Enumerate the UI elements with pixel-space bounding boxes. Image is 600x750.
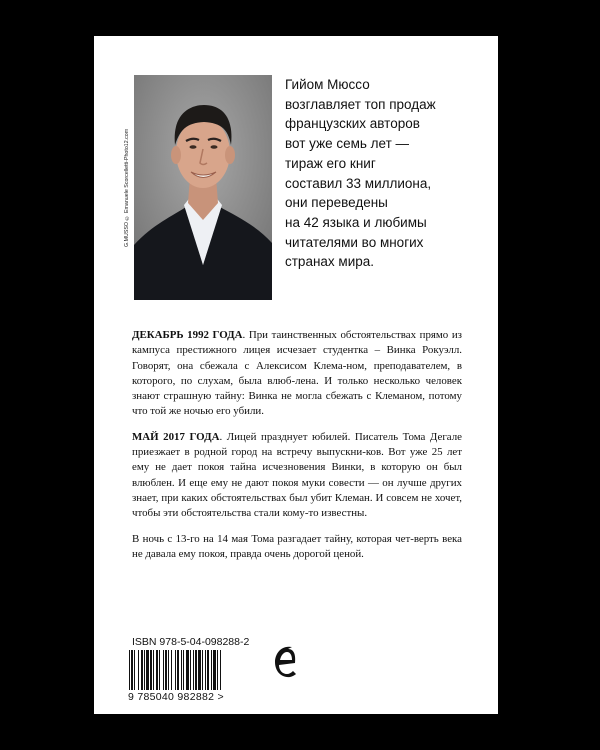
bio-line: составил 33 миллиона, xyxy=(285,175,432,191)
isbn: ISBN 978-5-04-098288-2 xyxy=(132,636,250,648)
bio-line: Гийом Мюссо xyxy=(285,77,370,92)
bio-line: они переведены xyxy=(285,195,388,211)
author-bio xyxy=(285,75,485,272)
description-paragraph-2 xyxy=(132,430,462,522)
barcode-digits: 9 785040 982882 > xyxy=(128,691,224,703)
author-photo xyxy=(134,75,272,300)
bio-line: возглавляет топ продаж xyxy=(285,96,436,112)
paragraph-text: . При таинственных обстоятельствах прямо из кампуса престижного лицея исчезает студентка – Винка Рокуэлл. Говорят, она сбежала с Алексисом Клема-ном, преподавателем, в которого, по слухам, была влюб-лена. И только несколько человек знают страшную тайну: Винка не могла сбежать с Клеманом, потому что той же ночью его убили. xyxy=(132,329,462,418)
description-paragraph-3 xyxy=(132,532,462,563)
paragraph-lead: ДЕКАБРЬ 1992 ГОДА xyxy=(132,329,243,341)
publisher-logo-icon xyxy=(272,641,298,683)
description-paragraph-1 xyxy=(132,328,462,420)
bio-line: вот уже семь лет — xyxy=(285,136,410,152)
paragraph-text: В ночь с 13-го на 14 мая Тома разгадает тайну, которая чет-верть века не давала ему покоя, правда очень дорогой ценой. xyxy=(132,532,462,560)
barcode xyxy=(127,650,261,694)
book-description xyxy=(132,328,462,572)
paragraph-text: . Лицей празднует юбилей. Писатель Тома Дегале приезжает в родной город на встречу выпускни-ков. Вот уже 25 лет ему не дает покоя тайна исчезновения Винки, в которую он был влюблен. И еще ему не дают покоя муки совести — он лучше других знает, при каких обстоятельствах был убит Клеман. И совсем не хочет, чтобы эти обстоятельства стали кому-то известны. xyxy=(132,430,462,520)
bio-line: тираж его книг xyxy=(285,155,376,171)
paragraph-lead: МАЙ 2017 ГОДА xyxy=(132,430,220,443)
book-back-cover xyxy=(94,36,498,714)
bio-line: странах мира. xyxy=(285,254,375,270)
photo-credit: G.MUSSO © Emanuele Scorcelletti-Photo12.com xyxy=(124,128,130,248)
bio-line: читателями во многих xyxy=(285,234,424,250)
bio-line: французских авторов xyxy=(285,116,420,132)
bio-line: на 42 языка и любимы xyxy=(285,214,427,230)
